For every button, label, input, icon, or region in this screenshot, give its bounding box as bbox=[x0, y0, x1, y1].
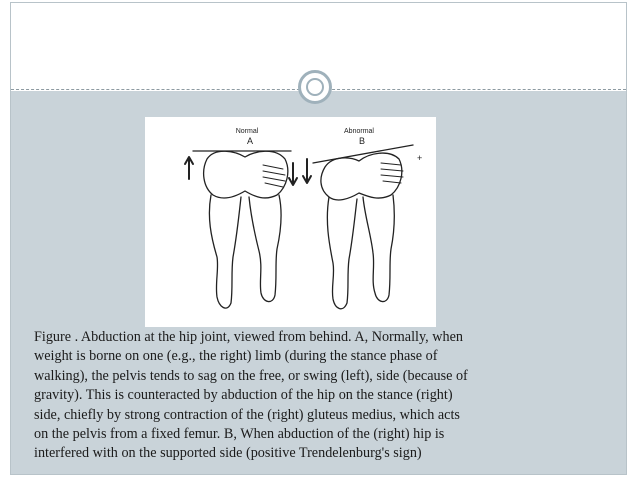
circle-ornament-inner bbox=[306, 78, 324, 96]
panel-b-pelvis bbox=[321, 153, 402, 200]
figure-caption: Figure . Abduction at the hip joint, viewed from behind. A, Normally, when weight is borne on one (e.g., the right) limb (during the stance phase of walking), the pelvis tends to sag on the free, or swing (left), side (because of gravity). This is counteracted by abduction of the hip on the stance (right) side, chiefly by strong contraction of the (right) gluteus medius, which acts on the pelvis from a fixed femur. B, When abduction of the (right) hip is interfered with on the supported side (positive Trendelenburg's sign) bbox=[34, 329, 468, 462]
panel-b-letter: B bbox=[358, 136, 366, 146]
hip-abduction-illustration bbox=[145, 117, 436, 327]
circle-ornament-icon bbox=[298, 70, 332, 104]
panel-b-title: Abnormal bbox=[344, 128, 374, 135]
panel-b-pelvic-line bbox=[313, 145, 413, 163]
panel-a-left-leg bbox=[209, 195, 241, 308]
panel-a-arrow-down-icon bbox=[289, 163, 297, 185]
panel-a-pelvis bbox=[204, 151, 288, 198]
panel-b-mark: + bbox=[417, 153, 423, 163]
panel-a-right-leg bbox=[249, 195, 281, 302]
panel-b-right-leg bbox=[363, 195, 394, 302]
panel-b-left-leg bbox=[327, 197, 357, 309]
panel-a-letter: A bbox=[246, 136, 254, 146]
panel-b-gluteal-muscle bbox=[381, 163, 403, 183]
panel-b-arrow-down-icon bbox=[303, 159, 311, 183]
panel-a-title: Normal bbox=[235, 128, 259, 135]
panel-a-arrow-up-icon bbox=[185, 157, 193, 179]
panel-a-gluteal-muscle bbox=[263, 165, 285, 187]
hip-abduction-figure bbox=[145, 117, 436, 327]
